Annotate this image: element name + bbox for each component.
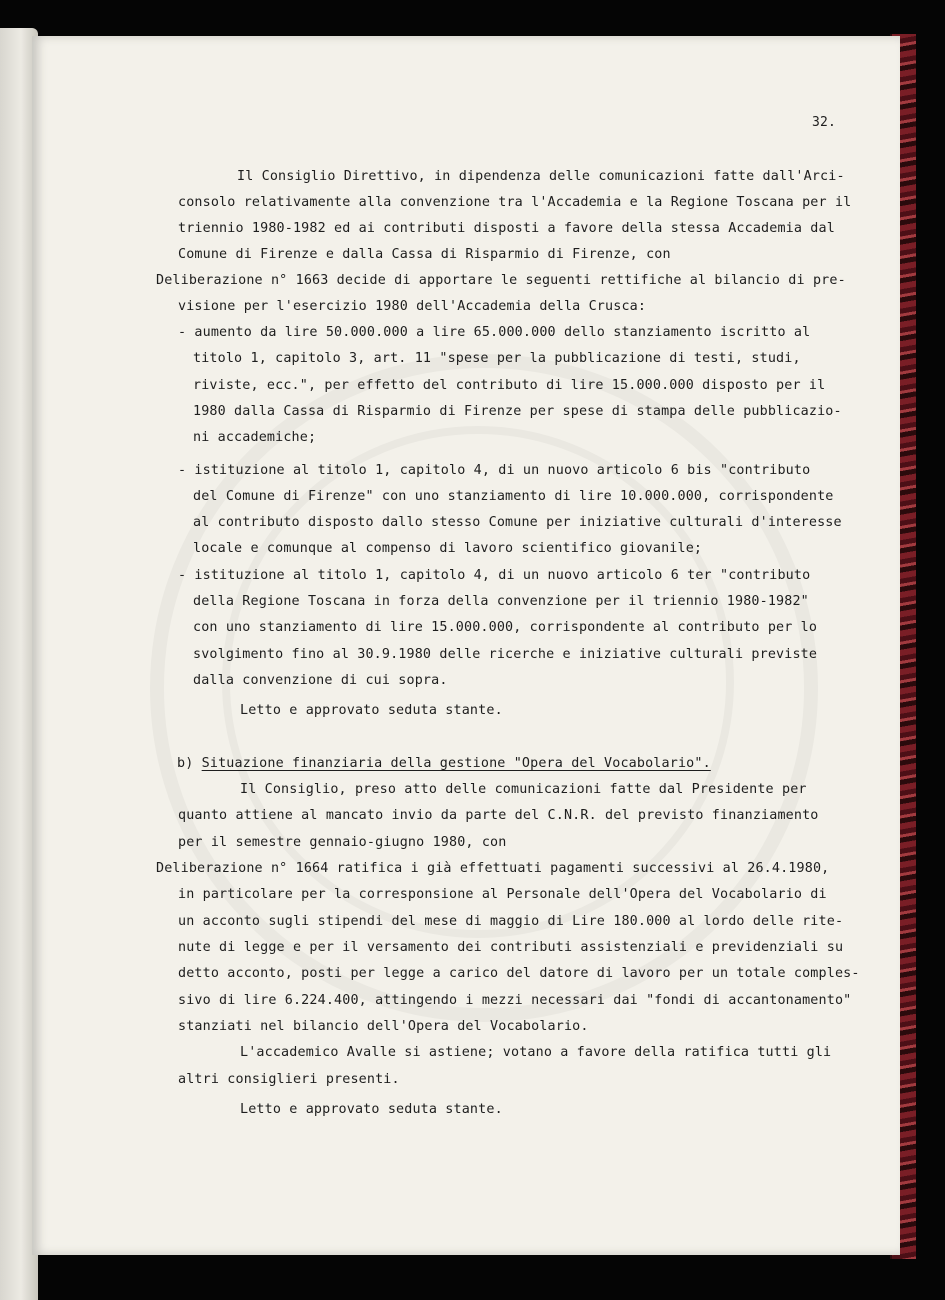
text-line: altri consiglieri presenti. — [178, 1072, 400, 1087]
text-line: un acconto sugli stipendi del mese di maggio di Lire 180.000 al lordo delle rite- — [178, 914, 844, 929]
text-line: consolo relativamente alla convenzione tra l'Accademia e la Regione Toscana per il — [178, 195, 852, 210]
text-line: stanziati nel bilancio dell'Opera del Vocabolario. — [178, 1019, 589, 1034]
text-line: quanto attiene al mancato invio da parte del C.N.R. del previsto finanziamento — [178, 808, 819, 823]
text-line: Il Consiglio, preso atto delle comunicazioni fatte dal Presidente per — [240, 782, 807, 797]
text-line: L'accademico Avalle si astiene; votano a favore della ratifica tutti gli — [240, 1045, 832, 1060]
approval-line: Letto e approvato seduta stante. — [240, 703, 503, 718]
text-line: visione per l'esercizio 1980 dell'Accademia della Crusca: — [178, 299, 647, 314]
text-line: della Regione Toscana in forza della convenzione per il triennio 1980-1982" — [193, 594, 809, 609]
deliberation-line: Deliberazione n° 1663 decide di apportare le seguenti rettifiche al bilancio di pre- — [156, 273, 846, 288]
text-line: in particolare per la corresponsione al Personale dell'Opera del Vocabolario di — [178, 887, 827, 902]
text-line: riviste, ecc.", per effetto del contributo di lire 15.000.000 disposto per il — [193, 378, 826, 393]
text-line: ni accademiche; — [193, 430, 317, 445]
approval-line: Letto e approvato seduta stante. — [240, 1102, 503, 1117]
page-number: 32. — [812, 115, 836, 130]
text-line: titolo 1, capitolo 3, art. 11 "spese per la pubblicazione di testi, studi, — [193, 351, 801, 366]
text-line: al contributo disposto dallo stesso Comune per iniziative culturali d'interesse — [193, 515, 842, 530]
text-line: sivo di lire 6.224.400, attingendo i mezzi necessari dai "fondi di accantonamento" — [178, 993, 852, 1008]
text-line: triennio 1980-1982 ed ai contributi disposti a favore della stessa Accademia dal — [178, 221, 835, 236]
text-line: svolgimento fino al 30.9.1980 delle ricerche e iniziative culturali previste — [193, 647, 818, 662]
section-b-heading — [177, 755, 711, 773]
text-line: per il semestre gennaio-giugno 1980, con — [178, 835, 507, 850]
text-line: del Comune di Firenze" con uno stanziamento di lire 10.000.000, corrispondente — [193, 489, 834, 504]
deliberation-line: Deliberazione n° 1664 ratifica i già effettuati pagamenti successivi al 26.4.1980, — [156, 861, 830, 876]
section-b-prefix: b) — [177, 756, 194, 771]
list-item: - aumento da lire 50.000.000 a lire 65.000.000 dello stanziamento iscritto al — [178, 325, 811, 340]
text-line: Comune di Firenze e dalla Cassa di Risparmio di Firenze, con — [178, 247, 671, 262]
list-item: - istituzione al titolo 1, capitolo 4, di un nuovo articolo 6 ter "contributo — [178, 568, 811, 583]
text-line: dalla convenzione di cui sopra. — [193, 673, 448, 688]
text-line: nute di legge e per il versamento dei contributi assistenziali e previdenziali su — [178, 940, 844, 955]
text-line: locale e comunque al compenso di lavoro scientifico giovanile; — [193, 541, 703, 556]
text-line: con uno stanziamento di lire 15.000.000, corrispondente al contributo per lo — [193, 620, 818, 635]
list-item: - istituzione al titolo 1, capitolo 4, di un nuovo articolo 6 bis "contributo — [178, 463, 811, 478]
text-line: Il Consiglio Direttivo, in dipendenza delle comunicazioni fatte dall'Arci- — [237, 169, 845, 184]
text-line: 1980 dalla Cassa di Risparmio di Firenze per spese di stampa delle pubblicazio- — [193, 404, 842, 419]
section-b-title: Situazione finanziaria della gestione "Opera del Vocabolario". — [201, 756, 711, 771]
text-line: detto acconto, posti per legge a carico del datore di lavoro per un totale comples- — [178, 966, 860, 981]
